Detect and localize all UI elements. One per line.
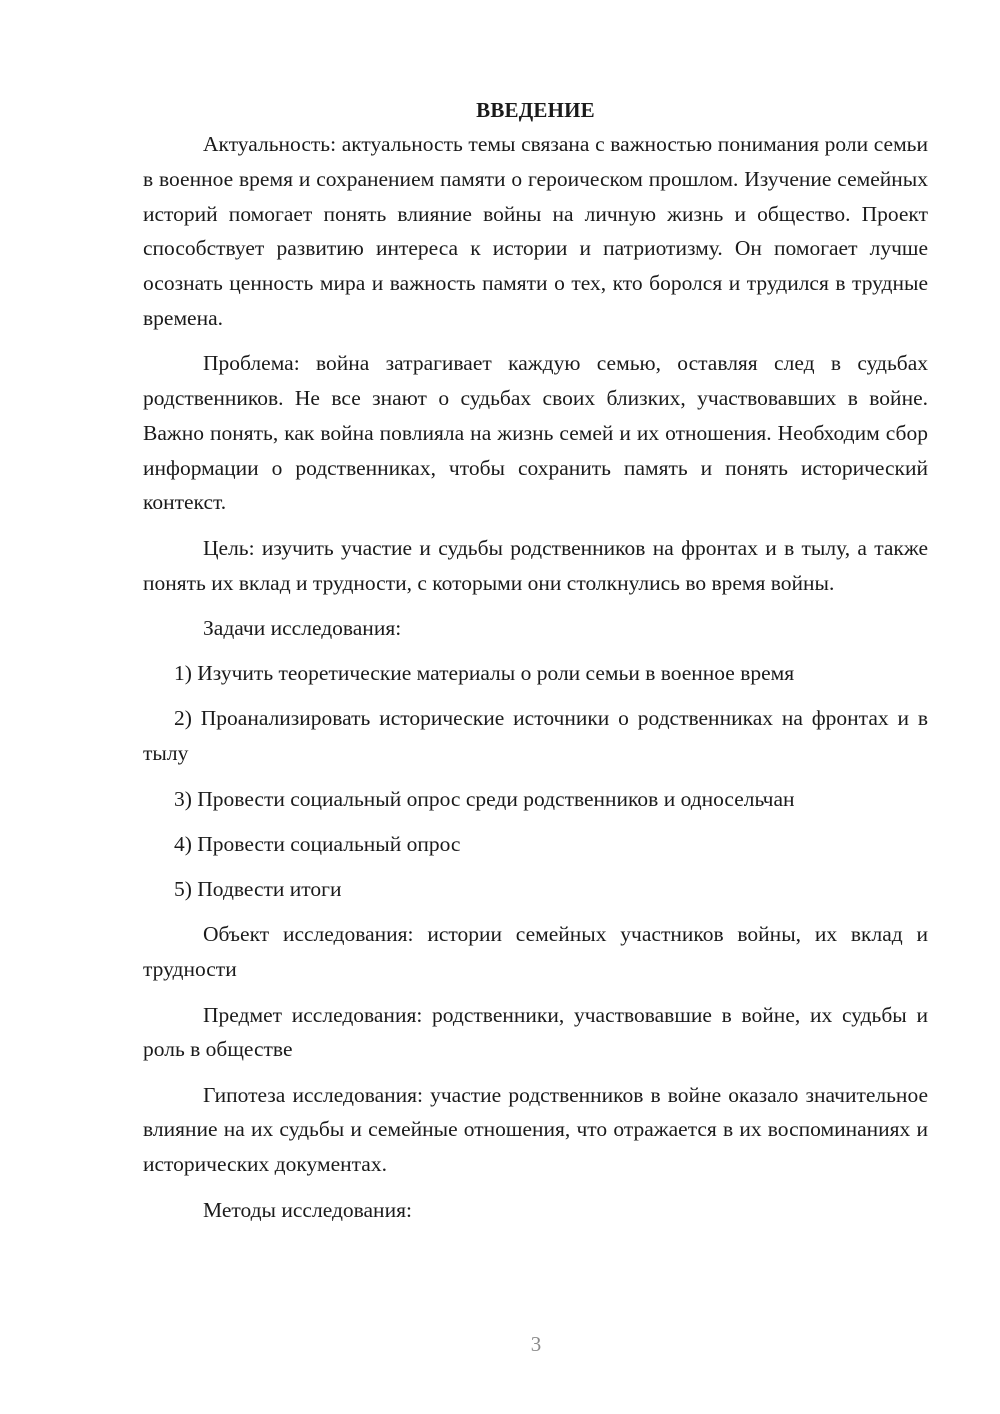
list-item: 5) Подвести итоги xyxy=(174,877,342,902)
subject-paragraph: Предмет исследования: родственники, участвовавшие в войне, их судьбы и роль в обществе xyxy=(143,1002,928,1062)
tasks-title: Задачи исследования: xyxy=(203,615,402,640)
goal-paragraph: Цель: изучить участие и судьбы родственников на фронтах и в тылу, а также понять их вклад и трудности, с которыми они столкнулись во время войны. xyxy=(143,535,928,595)
list-item: 2) Проанализировать исторические источники о родственниках на фронтах и в тылу xyxy=(143,706,928,766)
problem-paragraph: Проблема: война затрагивает каждую семью, оставляя след в судьбах родственников. Не все знают о судьбах своих близких, участвовавших в войне. Важно понять, как война повлияла на жизнь семей и их отношения. Необходим сбор информации о родственниках, чтобы сохранить память и понять исторический контекст. xyxy=(143,351,928,515)
tasks-list xyxy=(143,656,928,907)
document-page xyxy=(143,93,928,1238)
section-heading: ВВЕДЕНИЕ xyxy=(476,98,595,122)
hypothesis-paragraph: Гипотеза исследования: участие родственников в войне оказало значительное влияние на их судьбы и семейные отношения, что отражается в их воспоминаниях и исторических документах. xyxy=(143,1082,928,1177)
list-item: 4) Провести социальный опрос xyxy=(174,831,461,856)
list-item: 3) Провести социальный опрос среди родственников и односельчан xyxy=(174,786,795,811)
object-paragraph: Объект исследования: истории семейных участников войны, их вклад и трудности xyxy=(143,922,928,982)
list-item: 1) Изучить теоретические материалы о роли семьи в военное время xyxy=(174,661,795,686)
page-number: 3 xyxy=(530,1332,542,1356)
methods-title: Методы исследования: xyxy=(203,1197,412,1222)
relevance-paragraph: Актуальность: актуальность темы связана с важностью понимания роли семьи в военное время и сохранением памяти о героическом прошлом. Изучение семейных историй помогает понять влияние войны на личную жизнь и общество. Проект способствует развитию интереса к истории и патриотизму. Он помогает лучше осознать ценность мира и важность памяти о тех, кто боролся и трудился в трудные времена. xyxy=(143,132,928,330)
